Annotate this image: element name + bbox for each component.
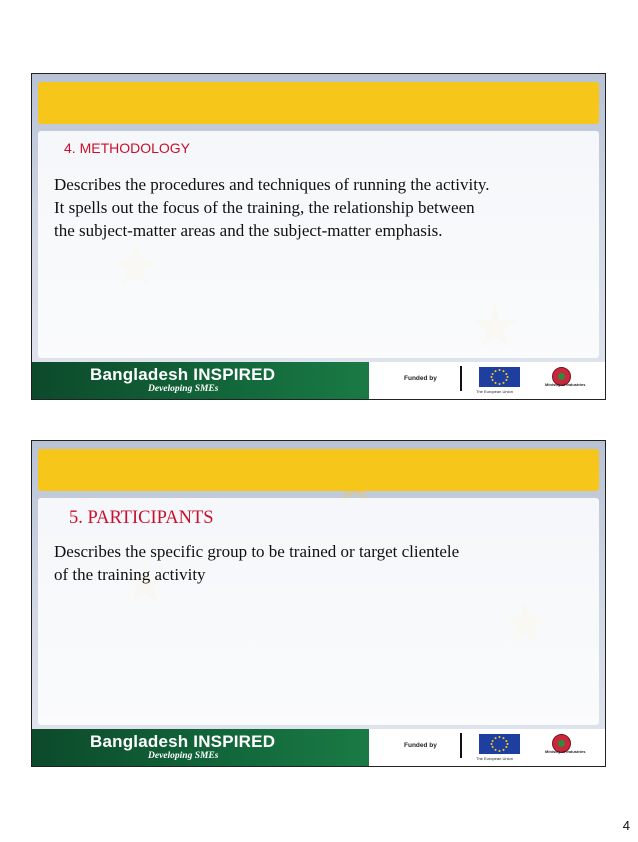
page-number: 4 — [622, 818, 630, 833]
slide-methodology — [31, 73, 606, 400]
body-line: Describes the specific group to be trained or target clientele — [54, 542, 460, 561]
eu-flag-icon — [479, 367, 520, 387]
slide-footer — [32, 729, 605, 766]
slide-heading: 5. PARTICIPANTS — [69, 508, 214, 528]
footer-divider — [460, 366, 462, 391]
slide-title-bar — [38, 449, 599, 491]
body-line: the subject-matter areas and the subject-matter emphasis. — [54, 221, 443, 240]
ministry-label: Ministry of Industries — [545, 382, 586, 387]
eu-label: The European Union — [476, 756, 513, 761]
slide-heading: 4. METHODOLOGY — [64, 140, 191, 156]
body-line: It spells out the focus of the training, the relationship between — [54, 198, 475, 217]
body-line: of the training activity — [54, 565, 206, 584]
slide-title-bar — [38, 82, 599, 124]
slide-content-panel — [38, 131, 599, 358]
footer-divider — [460, 733, 462, 758]
brand-tagline: Developing SMEs — [148, 751, 219, 761]
slide-content-panel — [38, 498, 599, 725]
ministry-label: Ministry of Industries — [545, 749, 586, 754]
eu-flag-icon — [479, 734, 520, 754]
slide-footer — [32, 362, 605, 399]
brand-tagline: Developing SMEs — [148, 384, 219, 394]
body-line: Describes the procedures and techniques of running the activity. — [54, 175, 490, 194]
slide-participants — [31, 440, 606, 767]
slide-body-text — [54, 540, 459, 586]
footer-brand-band — [32, 362, 369, 399]
slide-body-text — [54, 173, 490, 242]
brand-name: Bangladesh INSPIRED — [90, 732, 276, 751]
eu-label: The European Union — [476, 389, 513, 394]
footer-brand-band — [32, 729, 369, 766]
brand-name: Bangladesh INSPIRED — [90, 365, 276, 384]
funded-by-label: Funded by — [404, 375, 437, 382]
funded-by-label: Funded by — [404, 742, 437, 749]
